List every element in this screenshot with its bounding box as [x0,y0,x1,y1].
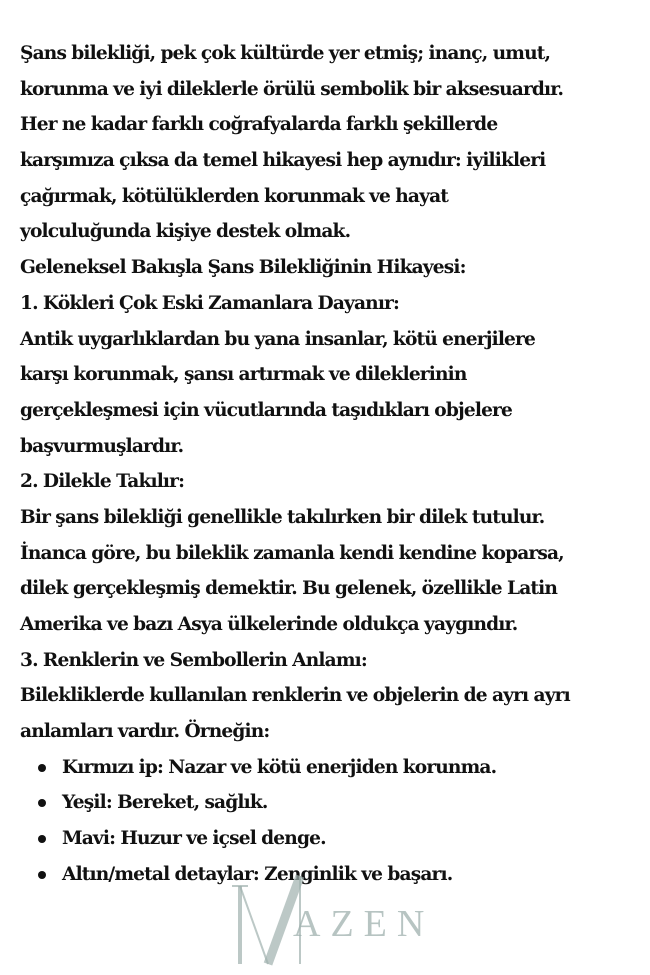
bullet-icon [38,799,46,807]
text-line: Her ne kadar farklı coğrafyalarda farklı şekillerde [20,114,498,136]
bullet-icon [38,764,46,772]
heading-1: 1. Kökleri Çok Eski Zamanlara Dayanır: [20,292,400,314]
article-body [20,36,650,893]
list-item [20,785,650,821]
text-line: yolculuğunda kişiye destek olmak. [20,221,351,243]
list-item [20,750,650,786]
heading-2: 2. Dilekle Takılır: [20,471,185,493]
list-item-text: Kırmızı ip: Nazar ve kötü enerjiden korunma. [62,756,497,778]
paragraph-3 [20,678,650,749]
text-line: karşı korunmak, şansı artırmak ve dileklerinin [20,364,467,386]
text-line: başvurmuşlardır. [20,435,184,457]
text-line: karşımıza çıksa da temel hikayesi hep aynıdır: iyilikleri [20,150,546,172]
list-item-text: Altın/metal detaylar: Zenginlik ve başarı. [62,863,453,885]
list-item-text: Yeşil: Bereket, sağlık. [62,792,268,814]
text-line: anlamları vardır. Örneğin: [20,721,270,743]
bullet-icon [38,835,46,843]
bullet-icon [38,871,46,879]
text-line: çağırmak, kötülüklerden korunmak ve hayat [20,185,449,207]
intro-paragraph [20,36,650,250]
text-line: korunma ve iyi dileklerle örülü sembolik bir aksesuardır. [20,78,564,100]
list-item [20,821,650,857]
text-line: Bilekliklerde kullanılan renklerin ve objelerin de ayrı ayrı [20,685,570,707]
text-line: Şans bilekliği, pek çok kültürde yer etmiş; inanç, umut, [20,43,551,64]
text-line: dilek gerçekleşmiş demektir. Bu gelenek, özellikle Latin [20,578,558,600]
list-item-text: Mavi: Huzur ve içsel denge. [62,828,326,850]
brand-watermark [210,868,450,968]
section-title: Geleneksel Bakışla Şans Bilekliğinin Hikayesi: [20,257,466,279]
text-line: gerçekleşmesi için vücutlarında taşıdıkları objelere [20,399,512,421]
heading-3: 3. Renklerin ve Sembollerin Anlamı: [20,649,367,671]
text-line: Amerika ve bazı Asya ülkelerinde oldukça yaygındır. [20,614,518,635]
paragraph-2 [20,500,650,643]
watermark-text: AZEN [293,903,435,945]
text-line: İnanca göre, bu bileklik zamanla kendi kendine koparsa, [20,542,564,564]
text-line: Bir şans bilekliği genellikle takılırken bir dilek tutulur. [20,506,545,528]
text-line: Antik uygarlıklardan bu yana insanlar, kötü enerjilere [20,328,535,350]
paragraph-1 [20,322,650,465]
